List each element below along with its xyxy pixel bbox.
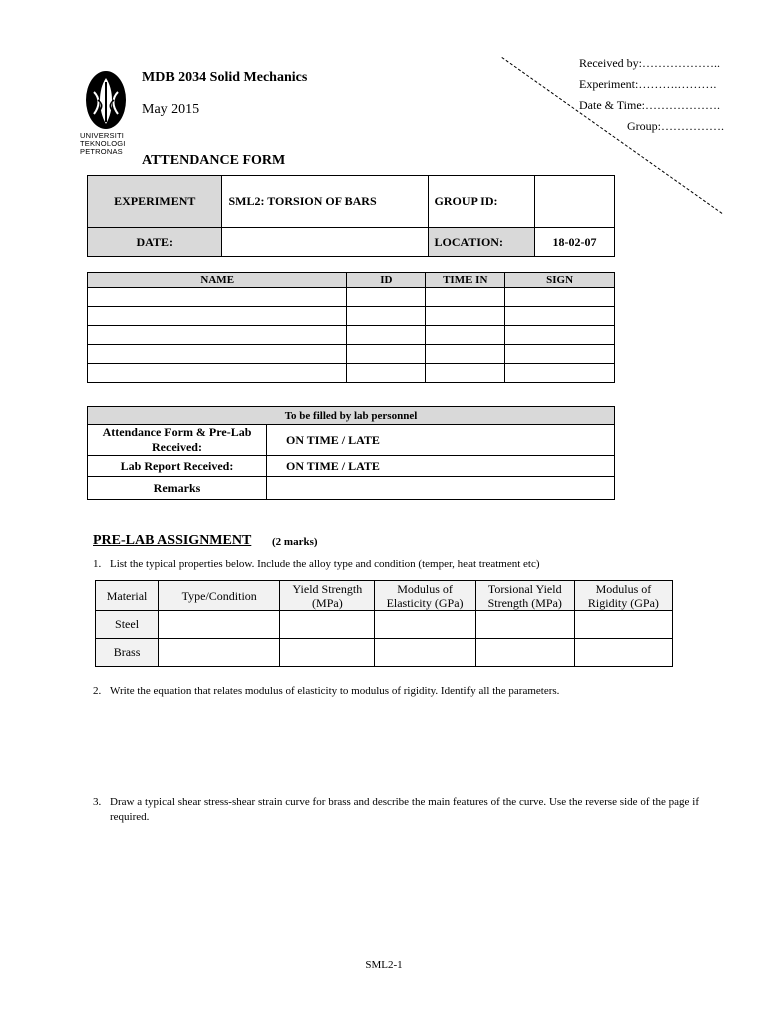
name-cell[interactable] [88,326,347,345]
group-id-label: GROUP ID: [428,176,535,228]
table-row [88,288,615,307]
question-number: 2. [93,685,102,697]
property-cell[interactable] [475,639,574,667]
report-received-label: Lab Report Received: [88,456,267,477]
received-by-field: Received by:……………….. [579,56,720,70]
time-in-cell[interactable] [426,326,505,345]
column-header-type-condition: Type/Condition [159,581,280,611]
prelab-received-status[interactable]: ON TIME / LATE [267,425,615,456]
property-cell[interactable] [280,639,375,667]
property-cell[interactable] [375,611,475,639]
question-3 [93,795,699,825]
institution-line: PETRONAS [80,147,123,156]
group-stamp-field: Group:……………. [627,119,724,133]
name-cell[interactable] [88,307,347,326]
id-cell[interactable] [347,364,426,383]
question-number: 1. [93,558,102,570]
column-header-id: ID [347,273,426,288]
property-cell[interactable] [159,611,280,639]
time-in-cell[interactable] [426,288,505,307]
id-cell[interactable] [347,345,426,364]
property-cell[interactable] [159,639,280,667]
experiment-value: SML2: TORSION OF BARS [222,176,428,228]
column-header-sign: SIGN [505,273,615,288]
name-cell[interactable] [88,364,347,383]
remarks-label: Remarks [88,477,267,500]
sign-cell[interactable] [505,326,615,345]
property-cell[interactable] [280,611,375,639]
time-in-cell[interactable] [426,364,505,383]
property-cell[interactable] [475,611,574,639]
group-id-value[interactable] [535,176,615,228]
date-value[interactable] [222,228,428,257]
table-row [88,345,615,364]
material-steel: Steel [96,611,159,639]
table-row [88,364,615,383]
properties-table [95,580,673,667]
id-cell[interactable] [347,326,426,345]
course-date: May 2015 [142,102,200,117]
prelab-received-label: Attendance Form & Pre-Lab Received: [88,425,267,456]
question-number: 3. [93,796,102,808]
institution-line: TEKNOLOGI [80,139,126,148]
column-header-yield-strength: Yield Strength (MPa) [280,581,375,611]
question-2 [93,684,699,699]
lab-personnel-title: To be filled by lab personnel [88,407,615,425]
university-logo [80,70,132,162]
table-row [88,307,615,326]
page-number: SML2-1 [365,959,403,971]
sign-cell[interactable] [505,345,615,364]
date-time-field: Date & Time:………………. [579,98,721,112]
id-cell[interactable] [347,288,426,307]
date-label: DATE: [88,228,222,257]
institution-line: UNIVERSITI [80,131,125,140]
property-cell[interactable] [375,639,475,667]
sign-cell[interactable] [505,364,615,383]
sign-cell[interactable] [505,288,615,307]
table-row [96,611,673,639]
course-title: MDB 2034 Solid Mechanics [142,70,308,85]
location-value: 18-02-07 [535,228,615,257]
question-text: Draw a typical shear stress-shear strain curve for brass and describe the main features of the curve. Use the reverse side of the page if required. [110,796,699,823]
table-row [96,639,673,667]
experiment-label: EXPERIMENT [88,176,222,228]
prelab-title: PRE-LAB ASSIGNMENT [93,533,252,548]
column-header-material: Material [96,581,159,611]
id-cell[interactable] [347,307,426,326]
lab-personnel-table [87,406,615,500]
question-text: List the typical properties below. Include the alloy type and condition (temper, heat treatment etc) [110,558,540,570]
sign-cell[interactable] [505,307,615,326]
table-row [88,326,615,345]
location-label: LOCATION: [428,228,535,257]
property-cell[interactable] [574,639,672,667]
column-header-torsional-yield: Torsional Yield Strength (MPa) [475,581,574,611]
report-received-status[interactable]: ON TIME / LATE [267,456,615,477]
column-header-name: NAME [88,273,347,288]
column-header-modulus-rigidity: Modulus of Rigidity (GPa) [574,581,672,611]
time-in-cell[interactable] [426,345,505,364]
experiment-stamp-field: Experiment:……….………. [579,77,717,91]
question-1 [93,557,699,572]
remarks-value[interactable] [267,477,615,500]
material-brass: Brass [96,639,159,667]
experiment-info-table [87,175,615,257]
property-cell[interactable] [574,611,672,639]
prelab-marks: (2 marks) [272,536,318,548]
question-text: Write the equation that relates modulus of elasticity to modulus of rigidity. Identify all the parameters. [110,685,560,697]
attendance-table [87,272,615,383]
column-header-modulus-elasticity: Modulus of Elasticity (GPa) [375,581,475,611]
form-title: ATTENDANCE FORM [142,153,286,168]
time-in-cell[interactable] [426,307,505,326]
name-cell[interactable] [88,345,347,364]
name-cell[interactable] [88,288,347,307]
column-header-time-in: TIME IN [426,273,505,288]
